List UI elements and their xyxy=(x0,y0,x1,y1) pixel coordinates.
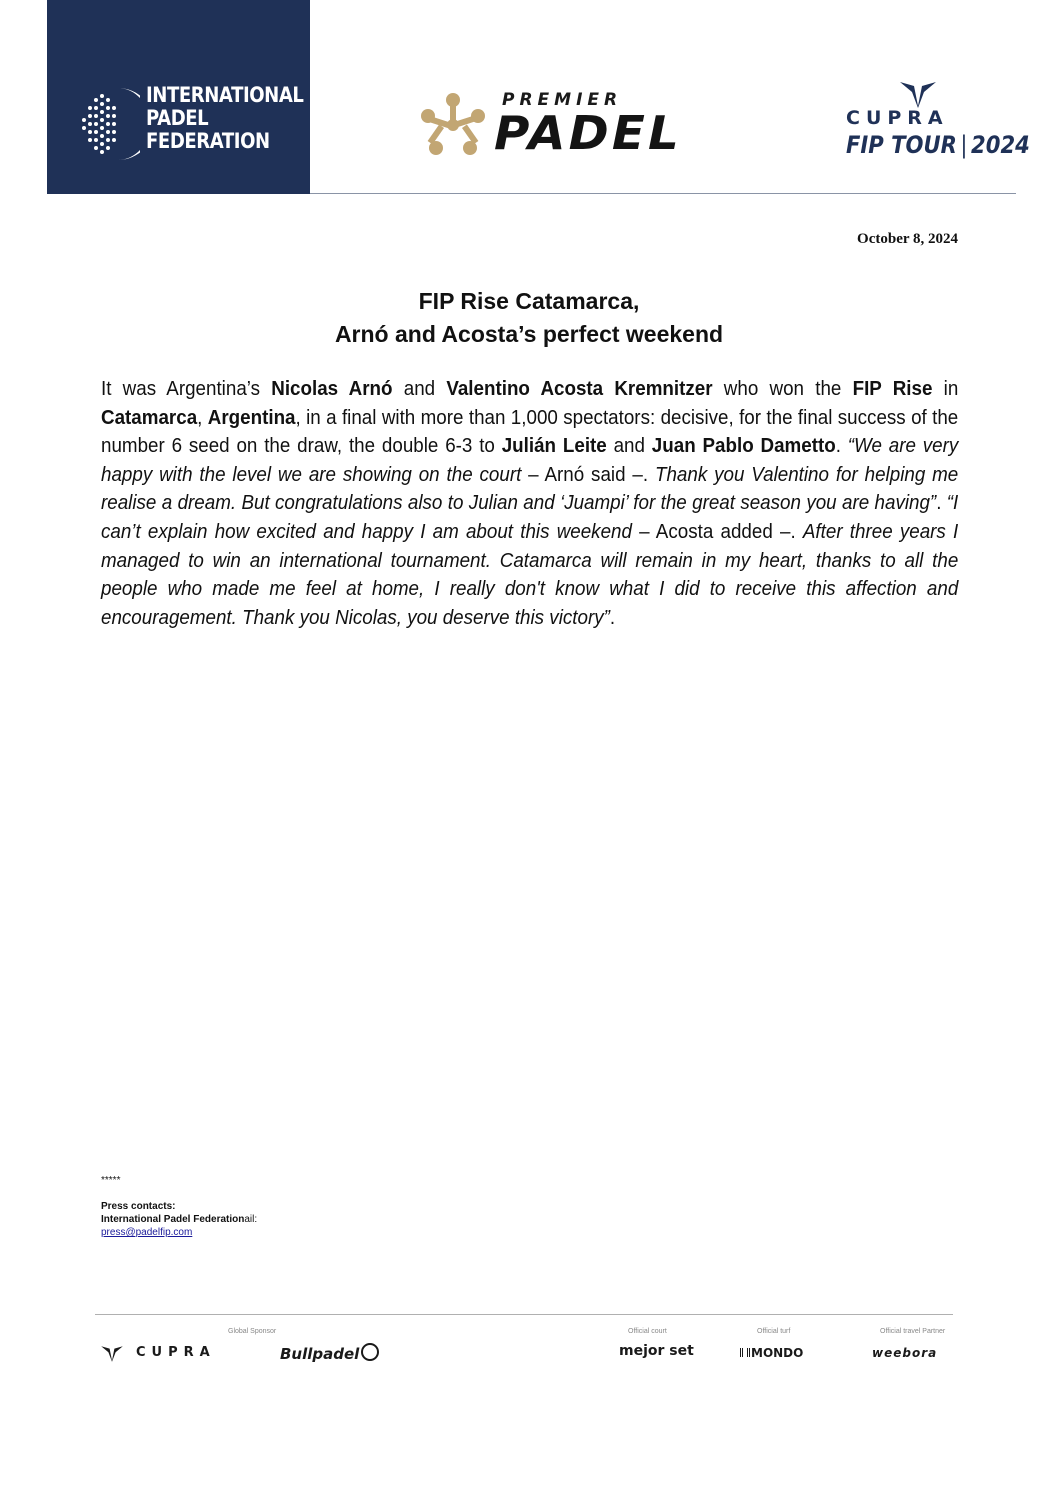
press-release-body xyxy=(101,375,958,632)
sponsor-label: Global Sponsor xyxy=(228,1328,277,1335)
padel-wordmark: PADEL xyxy=(494,106,682,160)
body-text-segment: – Arnó said –. xyxy=(521,463,655,486)
turf-label: Official turf xyxy=(757,1328,791,1335)
fip-tour-separator: | xyxy=(960,131,968,159)
separator-stars: ***** xyxy=(101,1175,121,1186)
body-text-segment: , in a final with more than 1,000 spectators: decisive, for the final success of the number 6 seed on the draw, the double 6-3 to xyxy=(101,406,959,458)
press-contacts-heading: Press contacts: xyxy=(101,1201,176,1212)
premier-padel-flower-icon xyxy=(418,92,488,158)
cupra-wordmark: CUPRA xyxy=(846,107,949,129)
country-name: Argentina xyxy=(207,406,296,429)
body-text-segment: in xyxy=(932,378,959,400)
header-divider xyxy=(310,193,1016,194)
footer-divider xyxy=(95,1314,953,1315)
premier-label: PREMIER xyxy=(502,90,623,110)
ipf-wordmark xyxy=(146,84,304,153)
body-text-segment: It was Argentina’s xyxy=(101,378,272,400)
body-text-segment: and xyxy=(392,378,447,400)
ipf-ball-icon xyxy=(78,84,140,164)
body-text-segment: . xyxy=(936,492,947,515)
mondo-logo xyxy=(740,1346,803,1360)
press-release-date: October 8, 2024 xyxy=(857,231,958,247)
contact-email-link[interactable]: press@padelfip.com xyxy=(101,1227,193,1238)
quote-segment: “We are very happy with the level we are showing on the court xyxy=(101,435,959,486)
quote-segment: After three years I managed to win an international tournament. Catamarca will remain in my heart, thanks to all the people who made me feel at home, I really don't know what I did to receive this affection and encouragement. Thank you Nicolas, you deserve this victory” xyxy=(101,520,959,629)
body-text-segment: . xyxy=(835,435,848,458)
bullpadel-circle-icon xyxy=(361,1343,379,1361)
player-name: Valentino Acosta Kremnitzer xyxy=(446,378,713,400)
press-contacts xyxy=(101,1174,257,1239)
player-name: Julián Leite xyxy=(501,435,607,458)
cupra-footer-logo: CUPRA xyxy=(136,1345,216,1360)
fip-tour-wordmark xyxy=(846,131,1030,159)
mondo-wordmark: MONDO xyxy=(751,1346,804,1360)
body-text-segment: and xyxy=(606,435,652,458)
tournament-name: FIP Rise xyxy=(852,378,933,400)
ipf-line-2: PADEL xyxy=(146,106,209,130)
quote-segment: “I can’t explain how excited and happy I am about this weekend xyxy=(101,492,959,543)
body-text-segment: . xyxy=(609,606,616,629)
travel-partner-label: Official travel Partner xyxy=(880,1328,946,1335)
quote-segment: Thank you Valentino for helping me realise a dream. But congratulations also to Julian and ‘Juampi’ for the great season you are having” xyxy=(101,463,959,515)
body-text-segment: who won the xyxy=(712,378,853,400)
cupra-tribal-icon xyxy=(898,80,938,110)
mejorset-logo: mejor set xyxy=(619,1343,694,1359)
body-text-segment: – Acosta added –. xyxy=(631,520,803,543)
cupra-footer-icon xyxy=(99,1345,125,1363)
ipf-line-1: INTERNATIONAL xyxy=(146,83,304,107)
player-name: Juan Pablo Dametto xyxy=(651,435,836,458)
title-line-1: FIP Rise Catamarca, xyxy=(418,288,640,314)
fip-tour-label: FIP TOUR xyxy=(846,131,957,159)
fip-tour-year: 2024 xyxy=(971,131,1030,159)
bullpadel-logo xyxy=(280,1343,379,1363)
mondo-bars-icon xyxy=(740,1348,750,1357)
bullpadel-wordmark: Bullpadel xyxy=(280,1345,360,1363)
court-label: Official court xyxy=(628,1328,667,1335)
ipf-line-3: FEDERATION xyxy=(146,129,270,153)
player-name: Nicolas Arnó xyxy=(271,378,393,400)
body-text-segment: , xyxy=(197,406,208,429)
weebora-logo: weebora xyxy=(872,1346,938,1360)
contact-organization: International Padel Federation xyxy=(101,1214,245,1225)
city-name: Catamarca xyxy=(101,406,198,429)
contact-org-suffix: ail: xyxy=(244,1214,258,1225)
press-release-title xyxy=(100,285,958,351)
title-line-2: Arnó and Acosta’s perfect weekend xyxy=(334,321,724,347)
